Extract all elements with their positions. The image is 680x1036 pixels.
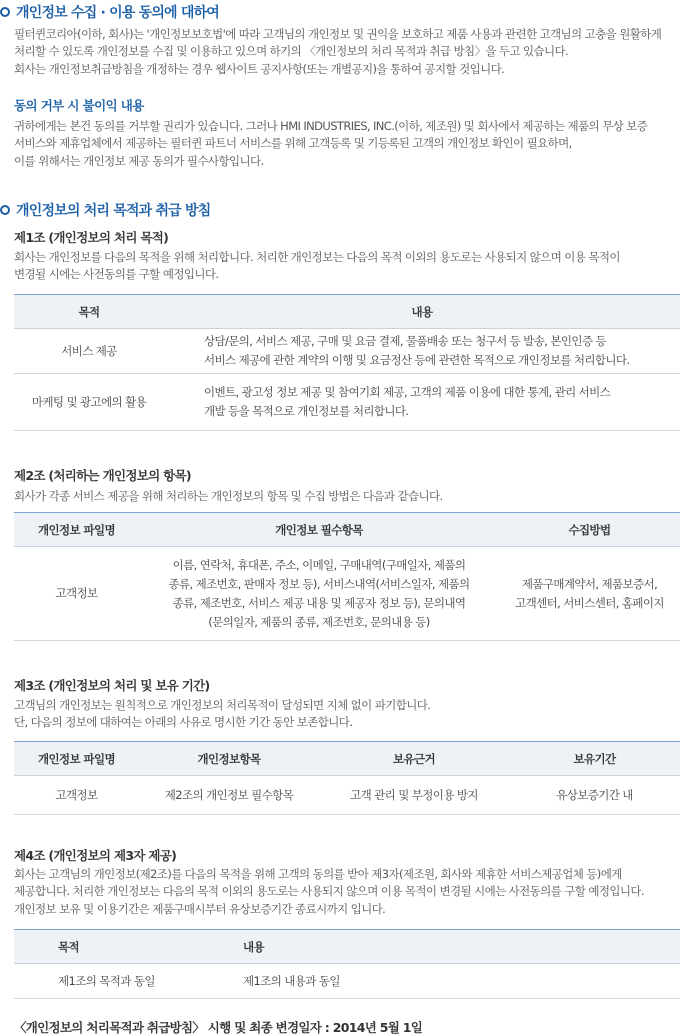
table-cell: 제1조의 목적과 동일 xyxy=(14,964,199,999)
effective-date-footer: 〈개인정보의 처리목적과 취급방침〉 시행 및 최종 변경일자 : 2014년 5월 1일 xyxy=(14,1020,423,1035)
required-items-cell: 이름, 연락처, 휴대폰, 주소, 이메일, 구매내역(구매일자, 제품의 종류, 제조번호, 판매자 정보 등), 서비스내역(서비스일자, 제품의 종류, 제조번호, 서비스 제공 내용 및 제공자 정보 등), 문의내역 (문의일자, 제품의 종류, 제조번호, 문의내용 등) xyxy=(139,547,499,641)
purpose-cell: 마케팅 및 광고에의 활용 xyxy=(14,374,164,431)
section-title-consent: 개인정보 수집 · 이용 동의에 대하여 xyxy=(0,2,219,22)
article-3-text: 고객님의 개인정보는 원칙적으로 개인정보의 처리목적이 달성되면 지체 없이 파기합니다. 단, 다음의 정보에 대하여는 아래의 사유로 명시한 기간 동안 보존합니다. xyxy=(14,698,431,730)
article-1-table xyxy=(14,294,680,431)
refusal-paragraph: 귀하에게는 본건 동의를 거부할 권리가 있습니다. 그러나 HMI INDUSTRIES, INC.(이하, 제조원) 및 회사에서 제공하는 제품의 무상 보증 서비스와 제휴업체에서 제공하는 필터퀸 파트너 서비스를 위해 고객등록 및 기등록된 고객의 개인정보 확인이 필요하며, 이를 위해서는 개인정보 제공 동의가 필수사항입니다. xyxy=(14,119,648,168)
article-4-table xyxy=(14,929,680,999)
table-row xyxy=(14,547,680,641)
file-name-cell: 고객정보 xyxy=(14,547,139,641)
article-3-table xyxy=(14,741,680,815)
column-header: 보유근거 xyxy=(319,742,509,776)
article-1-text: 회사는 개인정보를 다음의 목적을 위해 처리합니다. 처리한 개인정보는 다음의 목적 이외의 용도로는 사용되지 않으며 이용 목적이 변경될 시에는 사전동의를 구할 예정입니다. xyxy=(14,250,620,282)
content-cell: 이벤트, 광고성 정보 제공 및 참여기회 제공, 고객의 제품 이용에 대한 통계, 관리 서비스 개발 등을 목적으로 개인정보를 처리합니다. xyxy=(164,374,680,431)
column-header: 개인정보 파일명 xyxy=(14,742,139,776)
refusal-heading: 동의 거부 시 불이익 내용 xyxy=(14,98,144,113)
table-cell: 제1조의 내용과 동일 xyxy=(199,964,680,999)
column-header: 개인정보항목 xyxy=(139,742,319,776)
table-row xyxy=(14,374,680,431)
column-header: 내용 xyxy=(199,930,680,964)
article-4-text: 회사는 고객님의 개인정보(제2조)를 다음의 목적을 위해 고객의 동의를 받아 제3자(제조원, 회사와 제휴한 서비스제공업체 등)에게 제공합니다. 처리한 개인정보는 다음의 목적 이외의 용도로는 사용되지 않으며 이용 목적이 변경될 시에는 사전동의를 구할 예정입니다. 개인정보 보유 및 이용기간은 제품구매시부터 유상보증기간 종료시까지 입니다. xyxy=(14,867,644,916)
article-1-title: 제1조 (개인정보의 처리 목적) xyxy=(14,230,169,245)
table-row xyxy=(14,329,680,374)
article-2-text: 회사가 각종 서비스 제공을 위해 처리하는 개인정보의 항목 및 수집 방법은 다음과 같습니다. xyxy=(14,489,443,503)
content-cell: 상담/문의, 서비스 제공, 구매 및 요금 결제, 물품배송 또는 청구서 등 발송, 본인인증 등 서비스 제공에 관한 계약의 이행 및 요금정산 등에 관련한 목적으로 개인정보를 처리합니다. xyxy=(164,329,680,374)
column-header: 수집방법 xyxy=(499,513,680,547)
table-row xyxy=(14,964,680,999)
circle-bullet-icon xyxy=(0,7,10,17)
collection-method-cell: 제품구매계약서, 제품보증서, 고객센터, 서비스센터, 홈페이지 xyxy=(499,547,680,641)
article-4-title: 제4조 (개인정보의 제3자 제공) xyxy=(14,848,177,863)
intro-paragraph: 필터퀸코리아(이하, 회사)는 '개인정보보호법'에 따라 고객님의 개인정보 및 권익을 보호하고 제품 사용과 관련한 고객님의 고충을 원활하게 처리할 수 있도록 개인정보를 수집 및 이용하고 있으며 하기의 〈개인정보의 처리 목적과 취급 방침〉을 두고 있습니다. 회사는 개인정보취급방침을 개정하는 경우 웹사이트 공지사항(또는 개별공지)을 통하여 공지할 것입니다. xyxy=(14,27,662,76)
column-header: 보유기간 xyxy=(509,742,680,776)
column-header: 내용 xyxy=(164,295,680,329)
table-cell: 고객정보 xyxy=(14,776,139,815)
section-title-policy: 개인정보의 처리 목적과 취급 방침 xyxy=(0,200,210,220)
circle-bullet-icon xyxy=(0,205,10,215)
table-cell: 고객 관리 및 부정이용 방지 xyxy=(319,776,509,815)
column-header: 목적 xyxy=(14,930,199,964)
column-header: 목적 xyxy=(14,295,164,329)
article-2-table xyxy=(14,512,680,641)
table-row xyxy=(14,776,680,815)
table-cell: 유상보증기간 내 xyxy=(509,776,680,815)
column-header: 개인정보 필수항목 xyxy=(139,513,499,547)
purpose-cell: 서비스 제공 xyxy=(14,329,164,374)
column-header: 개인정보 파일명 xyxy=(14,513,139,547)
article-3-title: 제3조 (개인정보의 처리 및 보유 기간) xyxy=(14,678,210,693)
article-2-title: 제2조 (처리하는 개인정보의 항목) xyxy=(14,468,191,483)
table-cell: 제2조의 개인정보 필수항목 xyxy=(139,776,319,815)
